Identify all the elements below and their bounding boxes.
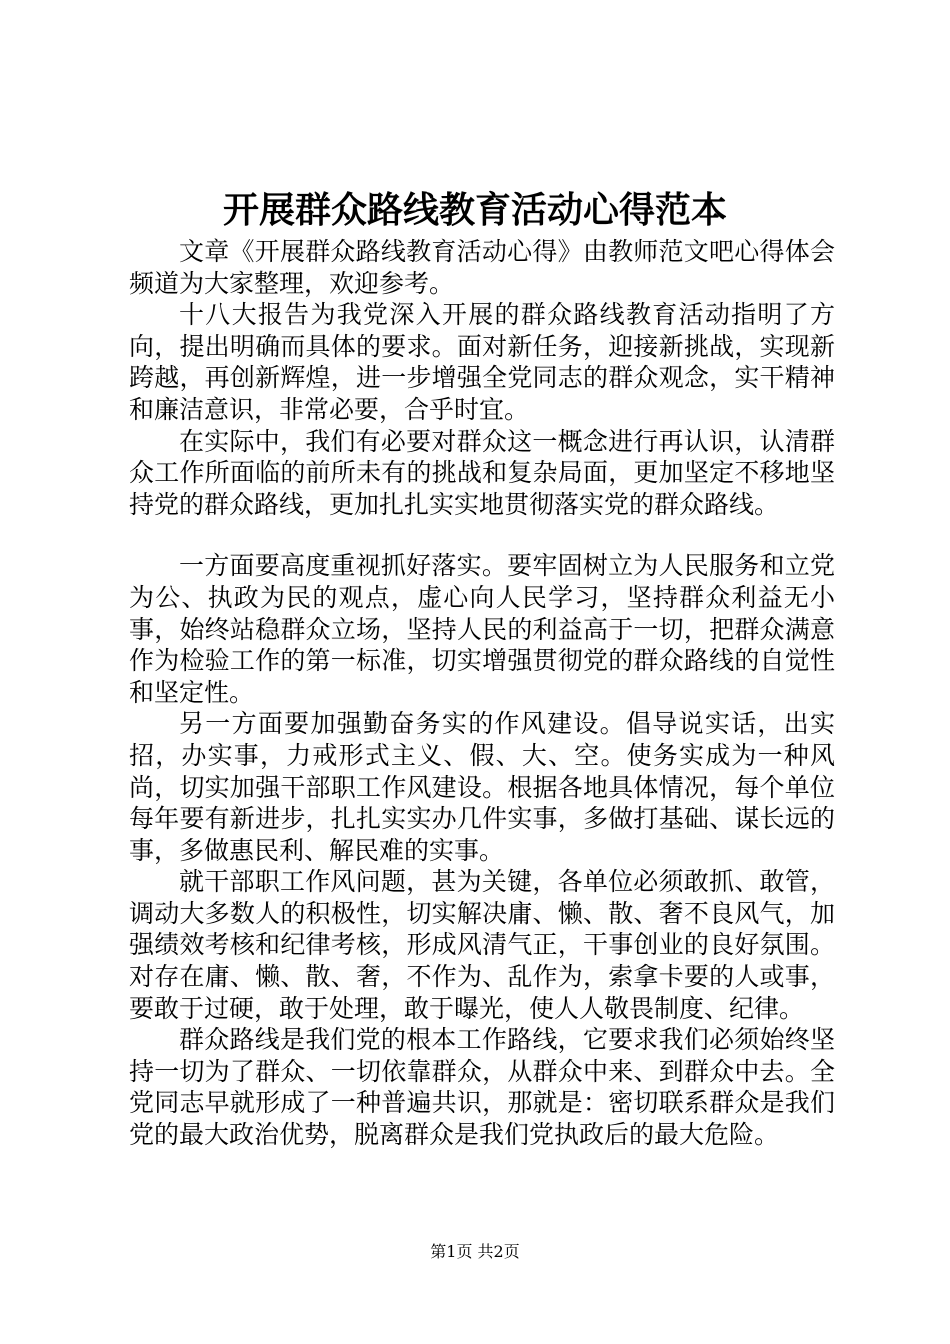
paragraph-spacer (129, 520, 835, 550)
paragraph-practice: 在实际中，我们有必要对群众这一概念进行再认识，认清群众工作所面临的前所未有的挑战和复杂局面，更加坚定不移地坚持党的群众路线，更加扎扎实实地贯彻落实党的群众路线。 (129, 426, 835, 519)
document-body (129, 236, 835, 1151)
paragraph-work-style: 另一方面要加强勤奋务实的作风建设。倡导说实话，出实招，办实事，力戒形式主义、假、大、空。使务实成为一种风尚，切实加强干部职工作风建设。根据各地具体情况，每个单位每年要有新进步，扎扎实实办几件实事，多做打基础、谋长远的事，多做惠民利、解民难的实事。 (129, 709, 835, 865)
document-title: 开展群众路线教育活动心得范本 (222, 189, 727, 231)
page-footer: 第1页 共2页 (430, 1242, 520, 1261)
paragraph-cadre-issues: 就干部职工作风问题，甚为关键，各单位必须敢抓、敢管，调动大多数人的积极性，切实解决庸、懒、散、奢不良风气，加强绩效考核和纪律考核，形成风清气正，干事创业的良好氛围。对存在庸、懒、散、奢，不作为、乱作为，索拿卡要的人或事，要敢于过硬，敢于处理，敢于曝光，使人人敬畏制度、纪律。 (129, 867, 835, 1023)
paragraph-intro: 文章《开展群众路线教育活动心得》由教师范文吧心得体会频道为大家整理，欢迎参考。 (129, 237, 835, 298)
paragraph-mass-line: 群众路线是我们党的根本工作路线，它要求我们必须始终坚持一切为了群众、一切依靠群众，从群众中来、到群众中去。全党同志早就形成了一种普遍共识，那就是：密切联系群众是我们党的最大政治优势，脱离群众是我们党执政后的最大危险。 (129, 1025, 835, 1150)
paragraph-report: 十八大报告为我党深入开展的群众路线教育活动指明了方向，提出明确而具体的要求。面对新任务，迎接新挑战，实现新跨越，再创新辉煌，进一步增强全党同志的群众观念，实干精神和廉洁意识，非常必要，合乎时宜。 (129, 300, 835, 424)
paragraph-implementation: 一方面要高度重视抓好落实。要牢固树立为人民服务和立党为公、执政为民的观点，虚心向人民学习，坚持群众利益无小事，始终站稳群众立场，坚持人民的利益高于一切，把群众满意作为检验工作的第一标准，切实增强贯彻党的群众路线的自觉性和坚定性。 (129, 551, 835, 707)
